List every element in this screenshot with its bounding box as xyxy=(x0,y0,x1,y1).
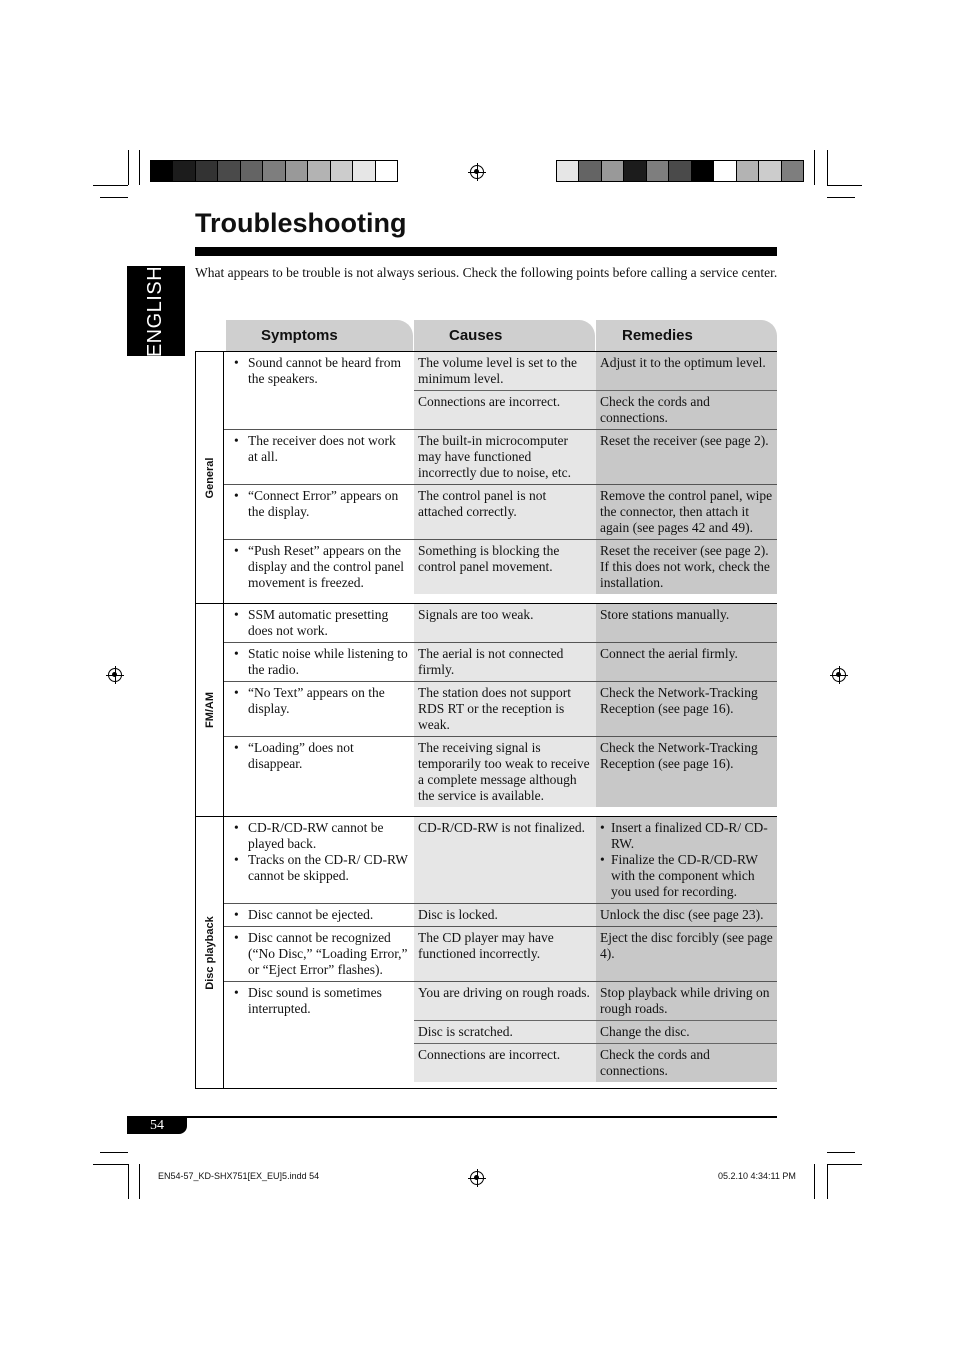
remedy-text: Connect the aerial firmly. xyxy=(600,646,738,661)
symptom-cell xyxy=(224,604,414,642)
cause-remedy-row xyxy=(414,904,777,926)
bottom-rule xyxy=(127,1116,777,1118)
registration-mark-icon xyxy=(470,1171,484,1185)
crop-mark xyxy=(100,197,128,198)
cause-remedy-row xyxy=(414,1021,777,1044)
remedy-cell xyxy=(596,391,777,429)
crop-mark xyxy=(827,185,862,186)
table-row xyxy=(224,682,777,737)
color-swatch xyxy=(286,161,308,181)
crop-mark xyxy=(814,150,815,185)
color-swatch xyxy=(714,161,736,181)
table-row xyxy=(224,604,777,643)
remedy-text: Remove the control panel, wipe the connector, then attach it again (see pages 42 and 49). xyxy=(600,488,773,535)
remedy-cell xyxy=(596,982,777,1020)
color-swatch xyxy=(151,161,173,181)
section-label xyxy=(196,604,224,816)
symptom-cell xyxy=(224,643,414,681)
remedy-cell xyxy=(596,737,777,807)
cause-cell: The control panel is not attached correctly. xyxy=(414,485,596,539)
crop-mark xyxy=(827,1164,828,1199)
remedy-text: • Finalize the CD-R/CD-RW with the component which you used for recording. xyxy=(611,852,758,899)
color-swatch xyxy=(669,161,691,181)
remedy-text: Check the cords and connections. xyxy=(600,1047,710,1078)
crop-mark xyxy=(128,150,129,185)
color-swatch xyxy=(218,161,240,181)
crop-mark xyxy=(100,1152,128,1153)
cause-remedy-row xyxy=(414,817,777,903)
color-swatch xyxy=(308,161,330,181)
remedy-text: Change the disc. xyxy=(600,1024,690,1039)
symptom-cell xyxy=(224,927,414,981)
cause-remedy-row xyxy=(414,737,777,807)
color-bar-right xyxy=(556,160,804,182)
crop-mark xyxy=(827,1164,862,1165)
symptom-text: • The receiver does not work at all. xyxy=(248,433,396,464)
cause-remedy-row xyxy=(414,485,777,539)
cause-cell: Disc is locked. xyxy=(414,904,596,926)
symptom-text: • Disc cannot be recognized (“No Disc,” “Loading Error,” or “Eject Error” flashes). xyxy=(248,930,408,977)
cause-remedy-row xyxy=(414,682,777,736)
cause-remedy-row xyxy=(414,982,777,1021)
color-swatch xyxy=(624,161,646,181)
symptom-text: • Tracks on the CD-R/ CD-RW cannot be skipped. xyxy=(248,852,408,883)
crop-mark xyxy=(814,1164,815,1199)
symptom-cell xyxy=(224,682,414,736)
language-label: ENGLISH xyxy=(144,265,167,357)
symptom-cell xyxy=(224,904,414,926)
registration-mark-icon xyxy=(470,165,484,179)
footer-timestamp: 05.2.10 4:34:11 PM xyxy=(718,1171,796,1181)
symptom-text: • “Push Reset” appears on the display and the control panel movement is freezed. xyxy=(248,543,404,590)
color-swatch xyxy=(173,161,195,181)
symptom-text: • Disc sound is sometimes interrupted. xyxy=(248,985,382,1016)
intro-text: What appears to be trouble is not always serious. Check the following points before calling a service center. xyxy=(195,265,778,280)
color-swatch xyxy=(263,161,285,181)
crop-mark xyxy=(128,1164,129,1199)
cause-remedy-row xyxy=(414,540,777,594)
page-number: 54 xyxy=(150,1118,164,1133)
color-swatch xyxy=(579,161,601,181)
cause-cell: You are driving on rough roads. xyxy=(414,982,596,1020)
table-section xyxy=(195,604,777,817)
crop-mark xyxy=(139,150,140,185)
remedy-cell xyxy=(596,927,777,981)
cause-remedy-row xyxy=(414,927,777,981)
remedy-text: Eject the disc forcibly (see page 4). xyxy=(600,930,773,961)
title-rule xyxy=(195,247,777,256)
table-row xyxy=(224,430,777,485)
cause-cell: The station does not support RDS RT or the reception is weak. xyxy=(414,682,596,736)
table-section xyxy=(195,817,777,1089)
remedy-cell xyxy=(596,430,777,484)
remedy-text: Reset the receiver (see page 2). xyxy=(600,433,769,448)
header-remedies: Remedies xyxy=(596,320,777,352)
section-label xyxy=(196,352,224,603)
symptom-text: • Sound cannot be heard from the speakers. xyxy=(248,355,401,386)
crop-mark xyxy=(93,1164,128,1165)
crop-mark xyxy=(827,150,828,185)
table-row xyxy=(224,904,777,927)
color-swatch xyxy=(759,161,781,181)
remedy-cell xyxy=(596,643,777,681)
symptom-cell xyxy=(224,352,414,429)
cause-remedy-row xyxy=(414,604,777,642)
color-swatch xyxy=(602,161,624,181)
remedy-text: Check the Network-Tracking Reception (see page 16). xyxy=(600,685,758,716)
cause-cell: Connections are incorrect. xyxy=(414,1044,596,1082)
table-row xyxy=(224,927,777,982)
table-row xyxy=(224,540,777,594)
cause-remedy-row xyxy=(414,391,777,429)
remedy-cell xyxy=(596,485,777,539)
color-bar-left xyxy=(150,160,398,182)
header-causes: Causes xyxy=(414,320,595,352)
crop-mark xyxy=(827,197,855,198)
color-swatch xyxy=(692,161,714,181)
remedy-text: Check the cords and connections. xyxy=(600,394,710,425)
crop-mark xyxy=(93,185,128,186)
cause-cell: Signals are too weak. xyxy=(414,604,596,642)
troubleshooting-table xyxy=(195,351,777,1089)
section-label-text: FM/AM xyxy=(203,691,216,729)
remedy-text: Store stations manually. xyxy=(600,607,730,622)
remedy-cell xyxy=(596,682,777,736)
symptom-text: • “No Text” appears on the display. xyxy=(248,685,385,716)
symptom-text: • “Connect Error” appears on the display. xyxy=(248,488,399,519)
symptom-cell xyxy=(224,982,414,1082)
symptom-text: • Static noise while listening to the radio. xyxy=(248,646,408,677)
color-swatch xyxy=(331,161,353,181)
symptom-cell xyxy=(224,737,414,807)
remedy-cell xyxy=(596,1044,777,1082)
registration-mark-icon xyxy=(832,668,846,682)
cause-remedy-row xyxy=(414,352,777,391)
remedy-cell xyxy=(596,540,777,594)
table-row xyxy=(224,982,777,1082)
cause-cell: The built-in microcomputer may have functioned incorrectly due to noise, etc. xyxy=(414,430,596,484)
symptom-cell xyxy=(224,817,414,903)
registration-mark-icon xyxy=(108,668,122,682)
color-swatch xyxy=(647,161,669,181)
cause-cell: The receiving signal is temporarily too weak to receive a complete message although the service is available. xyxy=(414,737,596,807)
footer-file-name: EN54-57_KD-SHX751[EX_EU]5.indd 54 xyxy=(158,1171,320,1181)
cause-cell: The CD player may have functioned incorrectly. xyxy=(414,927,596,981)
symptom-text: • Disc cannot be ejected. xyxy=(248,907,374,922)
section-label-text: General xyxy=(203,457,216,498)
cause-remedy-row xyxy=(414,643,777,681)
cause-remedy-row xyxy=(414,1044,777,1082)
symptom-cell xyxy=(224,485,414,539)
cause-cell: Something is blocking the control panel movement. xyxy=(414,540,596,594)
remedy-cell xyxy=(596,352,777,390)
crop-mark xyxy=(827,1152,855,1153)
color-swatch xyxy=(196,161,218,181)
table-row xyxy=(224,485,777,540)
cause-cell: The aerial is not connected firmly. xyxy=(414,643,596,681)
remedy-text: Adjust it to the optimum level. xyxy=(600,355,766,370)
color-swatch xyxy=(557,161,579,181)
table-row xyxy=(224,643,777,682)
symptom-cell xyxy=(224,430,414,484)
color-swatch xyxy=(376,161,397,181)
remedy-cell xyxy=(596,904,777,926)
symptom-cell xyxy=(224,540,414,594)
remedy-cell xyxy=(596,817,777,903)
table-section xyxy=(195,352,777,604)
symptom-text: • “Loading” does not disappear. xyxy=(248,740,354,771)
cause-cell: CD-R/CD-RW is not finalized. xyxy=(414,817,596,903)
table-row xyxy=(224,737,777,807)
symptom-text: • SSM automatic presetting does not work. xyxy=(248,607,389,638)
color-swatch xyxy=(737,161,759,181)
table-row xyxy=(224,352,777,430)
table-row xyxy=(224,817,777,904)
symptom-text: • CD-R/CD-RW cannot be played back. xyxy=(248,820,384,851)
section-label xyxy=(196,817,224,1088)
cause-cell: Disc is scratched. xyxy=(414,1021,596,1043)
cause-remedy-row xyxy=(414,430,777,484)
remedy-text: Stop playback while driving on rough roads. xyxy=(600,985,770,1016)
remedy-text: Unlock the disc (see page 23). xyxy=(600,907,764,922)
remedy-text: • Insert a finalized CD-R/ CD-RW. xyxy=(611,820,768,851)
crop-mark xyxy=(139,1164,140,1199)
color-swatch xyxy=(241,161,263,181)
remedy-cell xyxy=(596,604,777,642)
page-title: Troubleshooting xyxy=(195,208,407,238)
cause-cell: Connections are incorrect. xyxy=(414,391,596,429)
remedy-cell xyxy=(596,1021,777,1043)
color-swatch xyxy=(353,161,375,181)
section-label-text: Disc playback xyxy=(203,915,216,990)
remedy-text: Reset the receiver (see page 2). If this does not work, check the installation. xyxy=(600,543,770,590)
cause-cell: The volume level is set to the minimum level. xyxy=(414,352,596,390)
color-swatch xyxy=(782,161,803,181)
remedy-text: Check the Network-Tracking Reception (see page 16). xyxy=(600,740,758,771)
header-symptoms: Symptoms xyxy=(226,320,413,352)
